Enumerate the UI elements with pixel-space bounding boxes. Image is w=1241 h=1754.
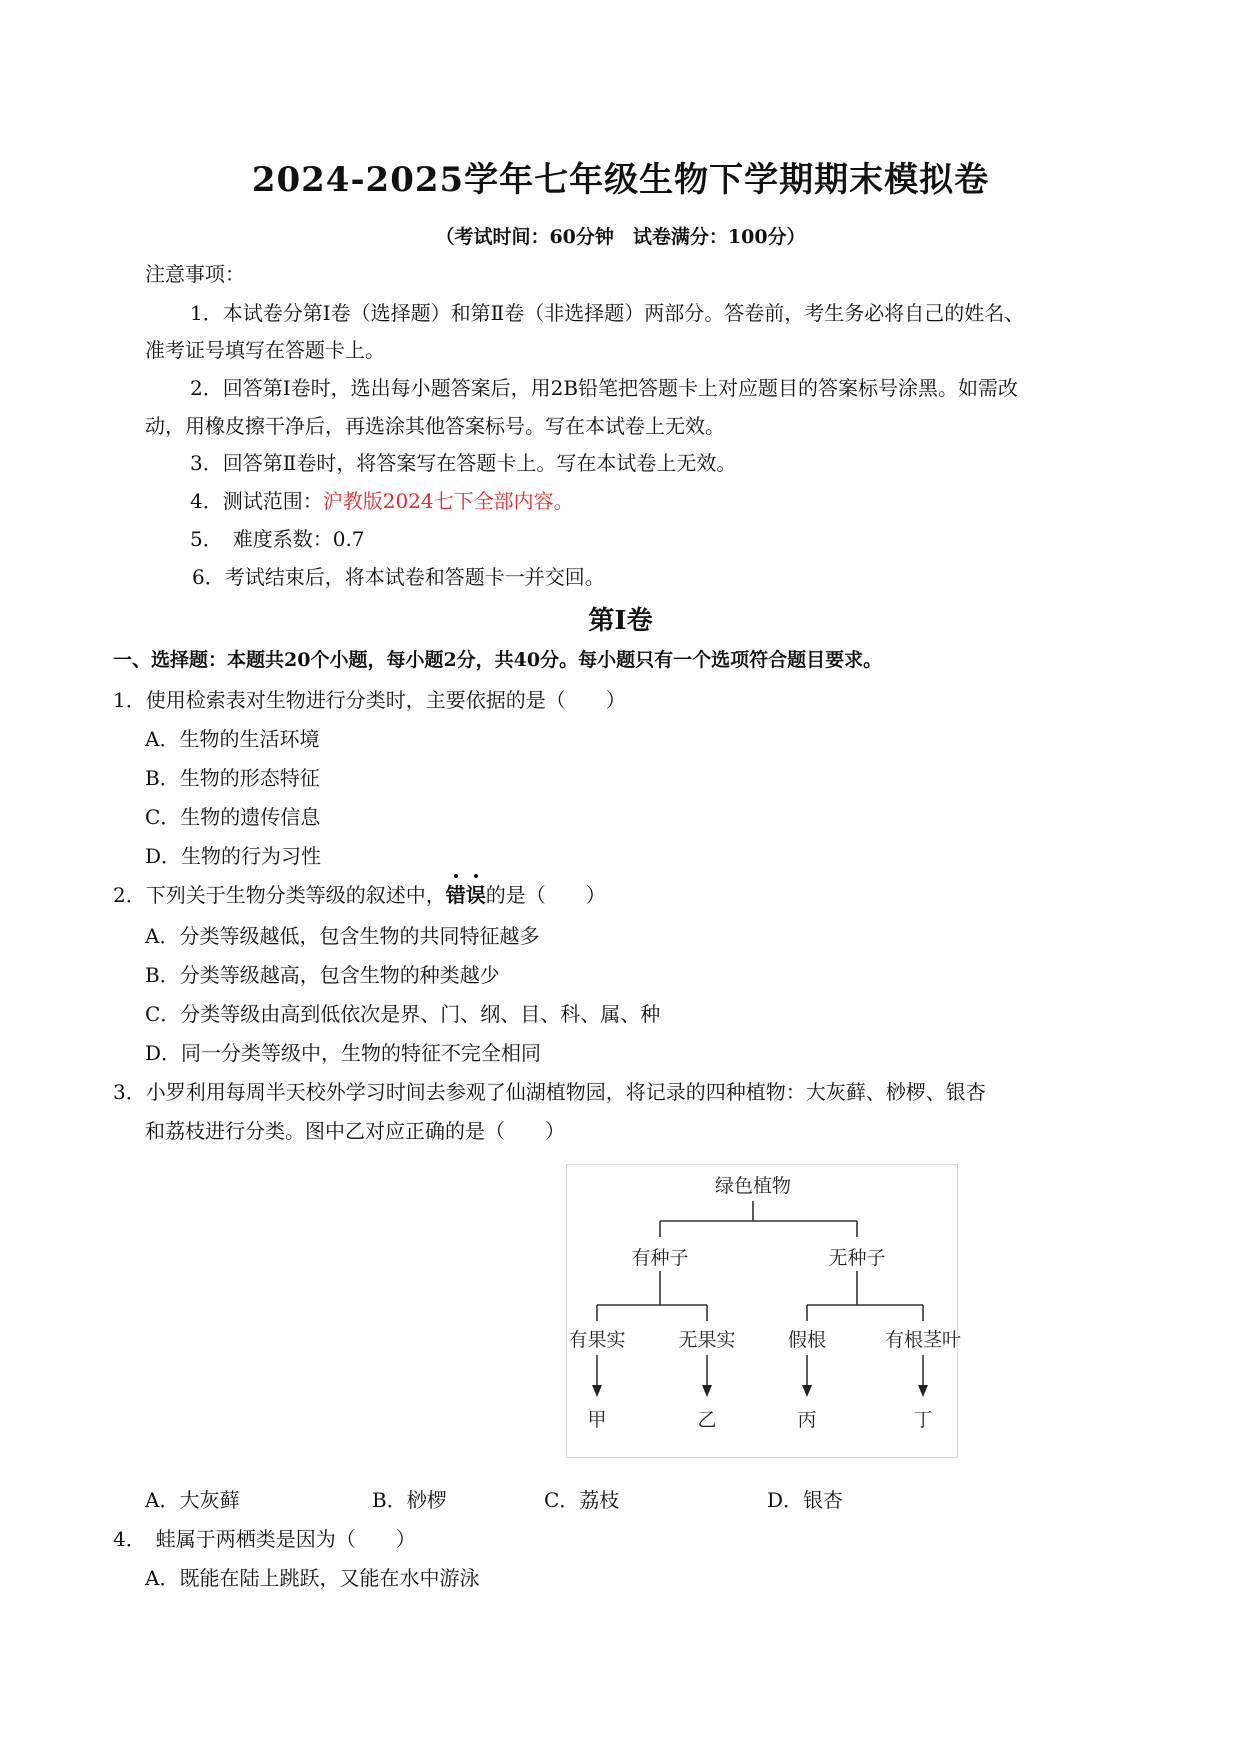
arrow-2-head	[702, 1385, 712, 1397]
notice-heading: 注意事项：	[145, 262, 245, 286]
question-1-option-d: D．生物的行为习性	[145, 844, 322, 868]
leaf-ding: 丁	[913, 1409, 933, 1431]
emphasis-char-2: 误	[466, 879, 486, 908]
notice-item-5: 5． 难度系数：0.7	[190, 527, 365, 551]
section-instruction: 一、选择题：本题共20个小题，每小题2分，共40分。每小题只有一个选项符合题目要求。	[113, 649, 883, 671]
notice-item-2b: 动，用橡皮擦干净后，再选涂其他答案标号。写在本试卷上无效。	[145, 414, 725, 438]
leaf-jia: 甲	[587, 1409, 607, 1431]
notice-item-4-scope: 沪教版2024七下全部内容。	[322, 489, 574, 513]
question-1-option-c: C．生物的遗传信息	[145, 805, 321, 829]
question-2-stem	[113, 879, 606, 908]
notice-item-4	[190, 485, 574, 514]
question-3-option-d: D．银杏	[767, 1488, 844, 1512]
question-1-stem: 1．使用检索表对生物进行分类时，主要依据的是（ ）	[113, 688, 626, 712]
diagram-connectors	[567, 1165, 962, 1459]
emphasis-char-1: 错	[446, 879, 466, 908]
plant-classification-diagram	[566, 1164, 962, 1458]
node-without-seeds: 无种子	[828, 1247, 886, 1269]
question-2-option-b: B．分类等级越高，包含生物的种类越少	[145, 963, 500, 987]
question-4-stem: 4． 蛙属于两栖类是因为（ ）	[113, 1527, 416, 1551]
question-4-option-a: A．既能在陆上跳跃，又能在水中游泳	[145, 1566, 480, 1590]
question-2-emphasis	[446, 883, 486, 907]
notice-item-1a: 1．本试卷分第Ⅰ卷（选择题）和第Ⅱ卷（非选择题）两部分。答卷前，考生务必将自己的姓名、	[190, 301, 1025, 325]
question-3-option-b: B．桫椤	[372, 1488, 447, 1512]
question-3-option-c: C．荔枝	[544, 1488, 620, 1512]
question-3-stem-line-1: 3．小罗利用每周半天校外学习时间去参观了仙湖植物园，将记录的四种植物：大灰藓、桫椤、银杏	[113, 1080, 986, 1104]
arrow-3-head	[802, 1385, 812, 1397]
question-1-option-b: B．生物的形态特征	[145, 766, 320, 790]
question-3-option-a: A．大灰藓	[145, 1488, 240, 1512]
node-without-fruit: 无果实	[678, 1329, 736, 1351]
exam-title: 2024-2025学年七年级生物下学期期末模拟卷	[251, 160, 990, 200]
question-2-stem-before: 2．下列关于生物分类等级的叙述中，	[113, 883, 446, 907]
question-2-stem-after: 的是（ ）	[485, 883, 606, 907]
question-2-option-c: C．分类等级由高到低依次是界、门、纲、目、科、属、种	[145, 1002, 661, 1026]
leaf-yi: 乙	[697, 1409, 717, 1431]
notice-item-6: 6．考试结束后，将本试卷和答题卡一并交回。	[192, 565, 605, 589]
notice-item-3: 3．回答第Ⅱ卷时，将答案写在答题卡上。写在本试卷上无效。	[190, 451, 737, 475]
section-title: 第Ⅰ卷	[588, 606, 653, 636]
node-with-seeds: 有种子	[631, 1247, 689, 1269]
question-3-stem-line-2: 和荔枝进行分类。图中乙对应正确的是（ ）	[145, 1119, 565, 1143]
question-2-option-a: A．分类等级越低，包含生物的共同特征越多	[145, 924, 540, 948]
leaf-bing: 丙	[797, 1409, 817, 1431]
node-root: 绿色植物	[714, 1175, 792, 1197]
arrow-1-head	[592, 1385, 602, 1397]
exam-subtitle: （考试时间：60分钟 试卷满分：100分）	[435, 226, 806, 248]
question-2-option-d: D．同一分类等级中，生物的特征不完全相同	[145, 1041, 542, 1065]
node-false-roots: 假根	[787, 1329, 827, 1351]
question-1-option-a: A．生物的生活环境	[145, 727, 320, 751]
notice-item-4-prefix: 4．测试范围：	[190, 489, 323, 513]
node-with-fruit: 有果实	[568, 1329, 626, 1351]
node-roots-stems-leaves: 有根茎叶	[884, 1329, 962, 1351]
arrow-4-head	[918, 1385, 928, 1397]
notice-item-2a: 2．回答第Ⅰ卷时，选出每小题答案后，用2B铅笔把答题卡上对应题目的答案标号涂黑。如需改	[190, 376, 1019, 400]
notice-item-1b: 准考证号填写在答题卡上。	[145, 338, 385, 362]
